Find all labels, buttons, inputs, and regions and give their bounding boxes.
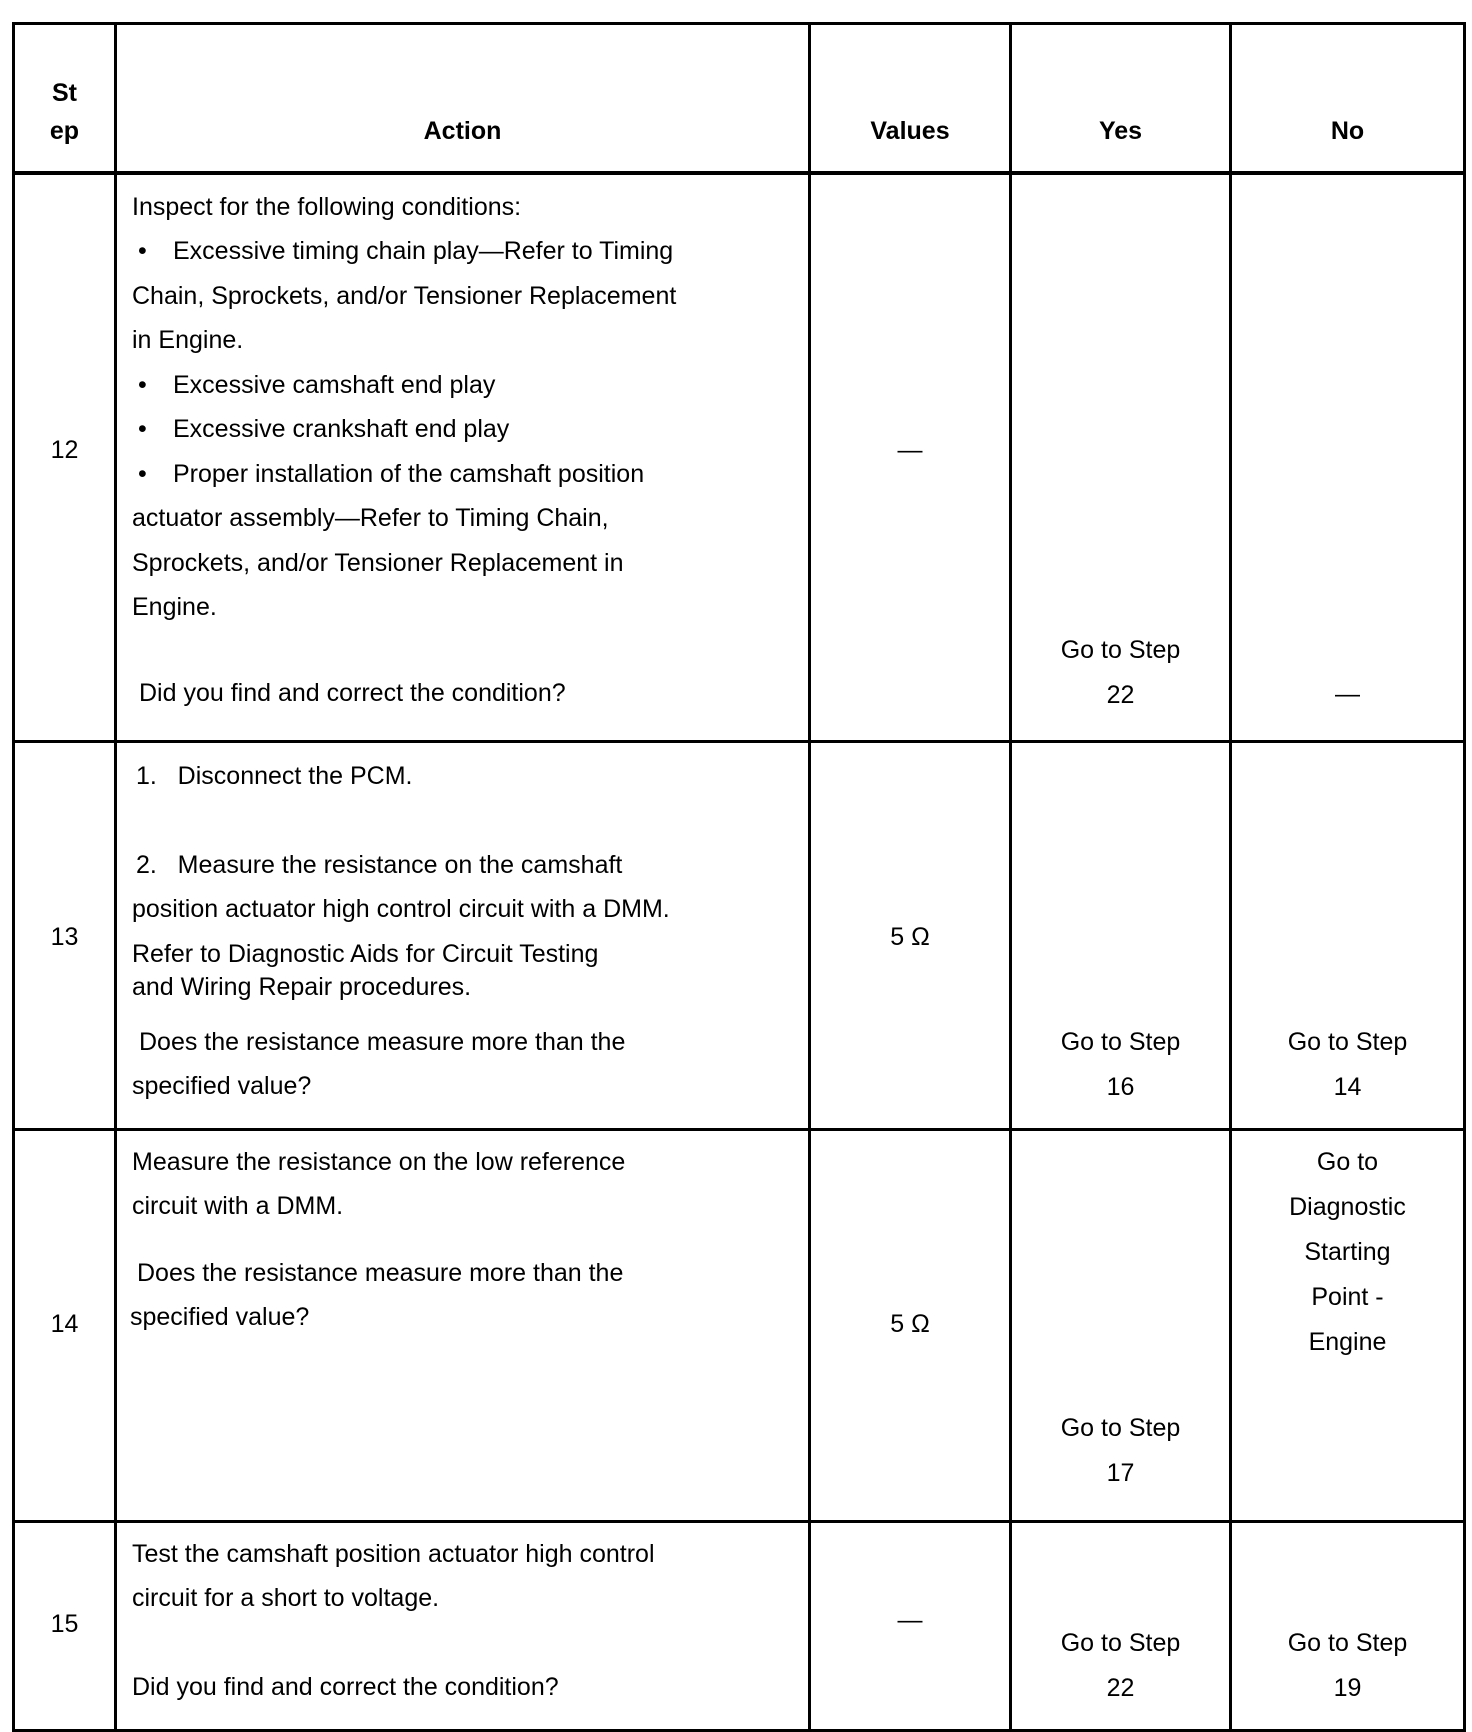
yes-line1: Go to Step bbox=[1060, 1414, 1181, 1442]
action-cell bbox=[132, 1532, 802, 1722]
action-intro: Inspect for the following conditions: bbox=[132, 193, 522, 221]
table-border-left bbox=[12, 22, 15, 1732]
action-step-1: 1. Disconnect the PCM. bbox=[136, 762, 413, 790]
header-values: Values bbox=[870, 117, 950, 145]
yes-line2: 17 bbox=[1106, 1459, 1135, 1487]
yes-cell bbox=[1012, 1020, 1229, 1110]
action-step-2: 2. Measure the resistance on the camshaft bbox=[136, 851, 623, 879]
action-question: Does the resistance measure more than the bbox=[137, 1259, 624, 1287]
row-divider bbox=[12, 740, 1466, 743]
action-question-cont: specified value? bbox=[132, 1072, 312, 1100]
bullet: • bbox=[138, 371, 147, 399]
action-reference: Refer to Diagnostic Aids for Circuit Testing bbox=[132, 940, 599, 968]
row-divider bbox=[12, 1520, 1466, 1523]
action-reference-cont: and Wiring Repair procedures. bbox=[132, 973, 472, 1001]
bullet-text-cont: Engine. bbox=[132, 593, 217, 621]
step-number: 13 bbox=[50, 923, 79, 951]
bullet-text: Excessive timing chain play—Refer to Timing bbox=[173, 237, 674, 265]
bullet: • bbox=[138, 460, 147, 488]
bullet-text: Excessive crankshaft end play bbox=[173, 415, 510, 443]
no-cell bbox=[1232, 1140, 1463, 1365]
value-cell: 5 Ω bbox=[890, 923, 930, 951]
action-question: Did you find and correct the condition? bbox=[132, 1673, 559, 1701]
step-number: 15 bbox=[50, 1610, 79, 1638]
bullet: • bbox=[138, 237, 147, 265]
bullet-text-cont: actuator assembly—Refer to Timing Chain, bbox=[132, 504, 609, 532]
header-action: Action bbox=[423, 117, 502, 145]
table-border-right bbox=[1463, 22, 1466, 1732]
step-number: 12 bbox=[50, 436, 79, 464]
yes-line1: Go to Step bbox=[1060, 1629, 1181, 1657]
value-cell: — bbox=[897, 1606, 923, 1634]
action-cell bbox=[132, 185, 802, 725]
bullet-text-cont: Chain, Sprockets, and/or Tensioner Replacement bbox=[132, 282, 677, 310]
no-line5: Engine bbox=[1308, 1328, 1387, 1356]
yes-cell bbox=[1012, 1406, 1229, 1496]
action-cell bbox=[132, 754, 802, 1124]
no-line2: 14 bbox=[1333, 1073, 1362, 1101]
no-cell bbox=[1232, 1621, 1463, 1711]
yes-line1: Go to Step bbox=[1060, 1028, 1181, 1056]
yes-line2: 16 bbox=[1106, 1073, 1135, 1101]
no-cell: — bbox=[1335, 680, 1360, 708]
yes-cell bbox=[1012, 1621, 1229, 1711]
action-question: Does the resistance measure more than the bbox=[139, 1028, 626, 1056]
no-cell bbox=[1232, 1020, 1463, 1110]
column-divider bbox=[1229, 22, 1232, 1732]
no-line2: Diagnostic bbox=[1289, 1193, 1406, 1221]
table-border-top bbox=[12, 22, 1466, 25]
step-number: 14 bbox=[50, 1310, 79, 1338]
bullet-text-cont: in Engine. bbox=[132, 326, 244, 354]
action-question: Did you find and correct the condition? bbox=[139, 679, 566, 707]
action-cell bbox=[132, 1140, 802, 1510]
header-yes: Yes bbox=[1098, 117, 1143, 145]
row-divider bbox=[12, 1128, 1466, 1131]
no-line1: Go to bbox=[1316, 1148, 1379, 1176]
diagnostic-table bbox=[12, 22, 1466, 1732]
value-cell: 5 Ω bbox=[890, 1310, 930, 1338]
no-line4: Point - bbox=[1311, 1283, 1384, 1311]
action-text-cont: circuit with a DMM. bbox=[132, 1192, 344, 1220]
yes-line2: 22 bbox=[1106, 1674, 1135, 1702]
bullet-text: Excessive camshaft end play bbox=[173, 371, 496, 399]
action-step-2-cont: position actuator high control circuit with a DMM. bbox=[132, 895, 670, 923]
header-no: No bbox=[1330, 117, 1365, 145]
action-question-cont: specified value? bbox=[130, 1303, 310, 1331]
action-text-cont: circuit for a short to voltage. bbox=[132, 1584, 440, 1612]
no-line1: Go to Step bbox=[1287, 1028, 1408, 1056]
header-step-line1: St bbox=[52, 79, 77, 107]
header-step bbox=[15, 74, 114, 150]
action-text: Measure the resistance on the low reference bbox=[132, 1148, 626, 1176]
value-cell: — bbox=[897, 436, 923, 464]
no-line2: 19 bbox=[1333, 1674, 1362, 1702]
bullet-text: Proper installation of the camshaft position bbox=[173, 460, 645, 488]
yes-line1: Go to Step bbox=[1060, 636, 1181, 664]
bullet: • bbox=[138, 415, 147, 443]
yes-line2: 22 bbox=[1106, 681, 1135, 709]
column-divider bbox=[808, 22, 811, 1732]
no-line1: Go to Step bbox=[1287, 1629, 1408, 1657]
no-line3: Starting bbox=[1304, 1238, 1391, 1266]
header-step-line2: ep bbox=[49, 117, 80, 145]
header-divider bbox=[12, 171, 1466, 175]
bullet-text-cont: Sprockets, and/or Tensioner Replacement in bbox=[132, 549, 624, 577]
column-divider bbox=[114, 22, 117, 1732]
yes-cell bbox=[1012, 628, 1229, 718]
action-text: Test the camshaft position actuator high control bbox=[132, 1540, 655, 1568]
